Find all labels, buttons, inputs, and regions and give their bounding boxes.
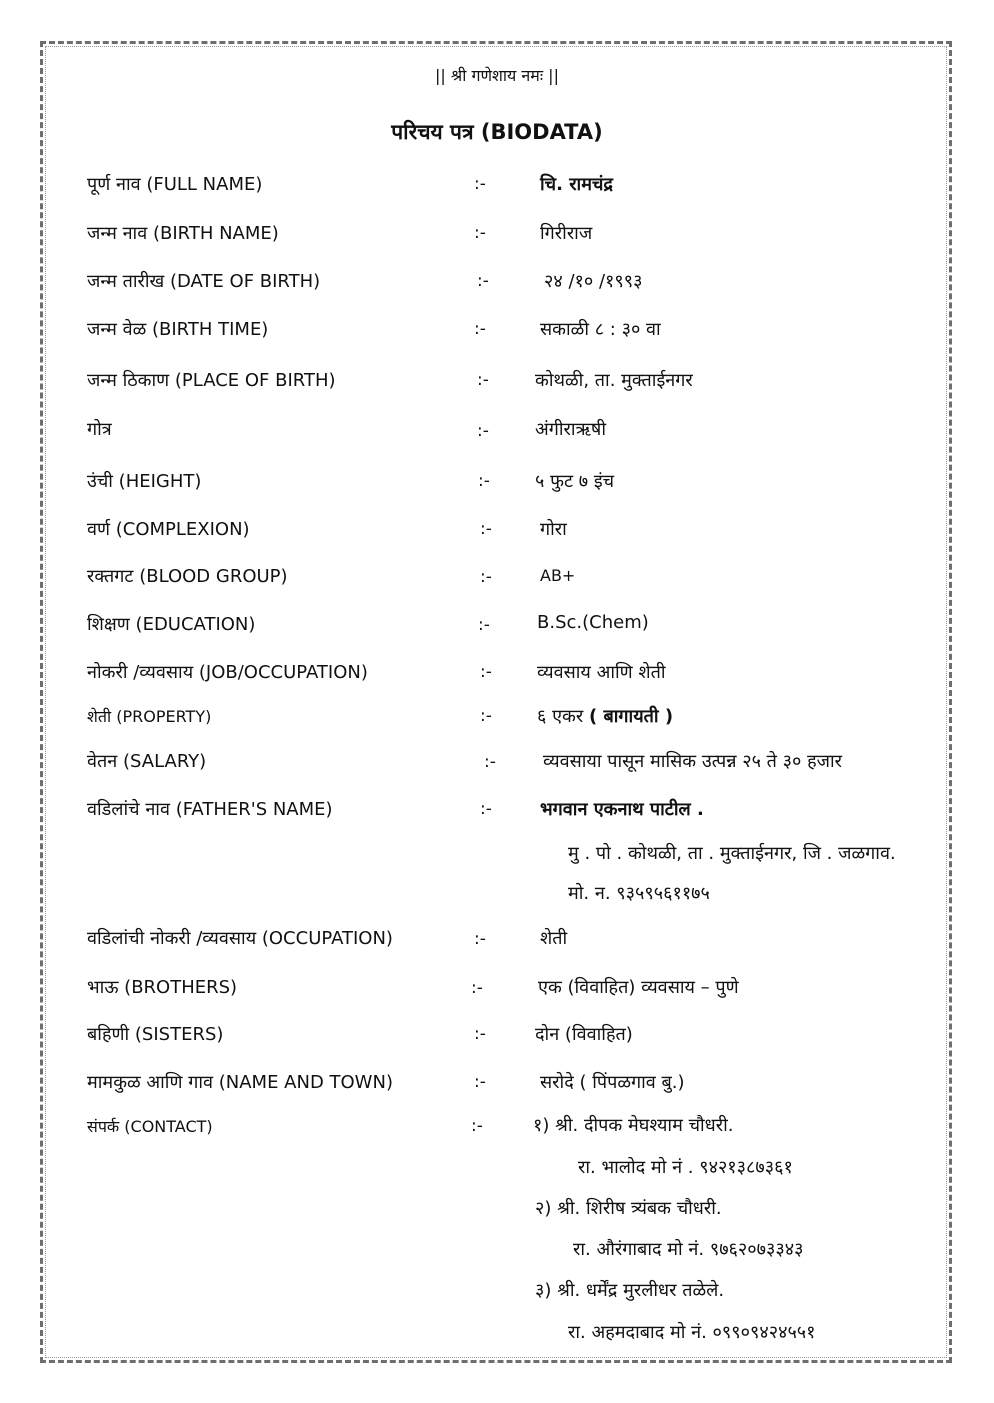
value-education: B.Sc.(Chem)	[537, 612, 649, 633]
separator: :-	[474, 319, 486, 339]
separator: :-	[471, 978, 483, 998]
father-address: मु . पो . कोथळी, ता . मुक्ताईनगर, जि . जळगाव.	[568, 843, 896, 864]
label-blood-group: रक्तगट (BLOOD GROUP)	[87, 566, 288, 587]
label-contact: संपर्क (CONTACT)	[87, 1117, 213, 1136]
value-birth-time: सकाळी ८ : ३० वा	[540, 319, 661, 340]
separator: :-	[471, 1116, 483, 1136]
separator: :-	[480, 567, 492, 587]
value-complexion: गोरा	[540, 519, 567, 540]
value-full-name: चि. रामचंद्र	[540, 174, 613, 195]
value-sisters: दोन (विवाहित)	[535, 1024, 633, 1045]
label-place-of-birth: जन्म ठिकाण (PLACE OF BIRTH)	[87, 370, 336, 391]
contact-3-detail: रा. अहमदाबाद मो नं. ०९९०९४२४५५१	[568, 1322, 816, 1343]
label-father-name: वडिलांचे नाव (FATHER'S NAME)	[87, 799, 333, 820]
value-maternal-family: सरोदे ( पिंपळगाव बु.)	[540, 1072, 685, 1093]
label-height: उंची (HEIGHT)	[87, 471, 202, 492]
separator: :-	[480, 706, 492, 726]
value-property	[537, 704, 673, 728]
value-blood-group: AB+	[540, 566, 576, 585]
separator: :-	[484, 752, 496, 772]
contact-3-name: ३) श्री. धर्मेंद्र मुरलीधर तळेले.	[535, 1280, 725, 1301]
value-property-area: ६ एकर	[537, 706, 584, 727]
separator: :-	[480, 519, 492, 539]
label-birth-time: जन्म वेळ (BIRTH TIME)	[87, 319, 269, 340]
value-date-of-birth: २४ /१० /१९९३	[544, 271, 643, 292]
label-sisters: बहिणी (SISTERS)	[87, 1024, 224, 1045]
value-place-of-birth: कोथळी, ता. मुक्ताईनगर	[535, 370, 693, 391]
label-gotra: गोत्र	[87, 419, 112, 440]
value-brothers: एक (विवाहित) व्यवसाय – पुणे	[538, 977, 739, 998]
separator: :-	[477, 271, 489, 291]
separator: :-	[474, 929, 486, 949]
separator: :-	[480, 799, 492, 819]
value-salary: व्यवसाया पासून मासिक उत्पन्न २५ ते ३० हजार	[543, 751, 843, 772]
page-title: परिचय पत्र (BIODATA)	[391, 120, 603, 144]
label-maternal-family: मामकुळ आणि गाव (NAME AND TOWN)	[87, 1072, 393, 1093]
label-salary: वेतन (SALARY)	[87, 751, 207, 772]
invocation-text: || श्री गणेशाय नमः ||	[435, 66, 559, 85]
contact-1-name: १) श्री. दीपक मेघश्याम चौधरी.	[533, 1115, 734, 1136]
separator: :-	[478, 471, 490, 491]
label-property: शेती (PROPERTY)	[87, 707, 212, 726]
value-height: ५ फुट ७ इंच	[535, 471, 615, 492]
separator: :-	[474, 1024, 486, 1044]
separator: :-	[474, 223, 486, 243]
label-full-name: पूर्ण नाव (FULL NAME)	[87, 174, 263, 195]
label-brothers: भाऊ (BROTHERS)	[87, 977, 238, 998]
value-father-occupation: शेती	[540, 928, 568, 949]
father-phone: मो. न. ९३५९५६११७५	[568, 883, 710, 904]
contact-2-detail: रा. औरंगाबाद मो नं. ९७६२०७३३४३	[573, 1239, 804, 1260]
label-date-of-birth: जन्म तारीख (DATE OF BIRTH)	[87, 271, 321, 292]
contact-1-detail: रा. भालोद मो नं . ९४२१३८७३६१	[578, 1157, 793, 1178]
label-complexion: वर्ण (COMPLEXION)	[87, 519, 250, 540]
separator: :-	[474, 1072, 486, 1092]
label-education: शिक्षण (EDUCATION)	[87, 614, 256, 635]
label-occupation: नोकरी /व्यवसाय (JOB/OCCUPATION)	[87, 662, 368, 683]
separator: :-	[480, 662, 492, 682]
separator: :-	[477, 370, 489, 390]
label-father-occupation: वडिलांची नोकरी /व्यवसाय (OCCUPATION)	[87, 928, 393, 949]
separator: :-	[478, 615, 490, 635]
value-father-name: भगवान एकनाथ पाटील .	[540, 799, 704, 820]
contact-2-name: २) श्री. शिरीष त्र्यंबक चौधरी.	[535, 1198, 722, 1219]
value-occupation: व्यवसाय आणि शेती	[537, 662, 666, 683]
label-birth-name: जन्म नाव (BIRTH NAME)	[87, 223, 279, 244]
value-birth-name: गिरीराज	[540, 223, 593, 244]
separator: :-	[474, 174, 486, 194]
value-property-type: ( बागायती )	[588, 706, 674, 727]
separator: :-	[477, 421, 489, 441]
value-gotra: अंगीराऋषी	[535, 419, 606, 440]
